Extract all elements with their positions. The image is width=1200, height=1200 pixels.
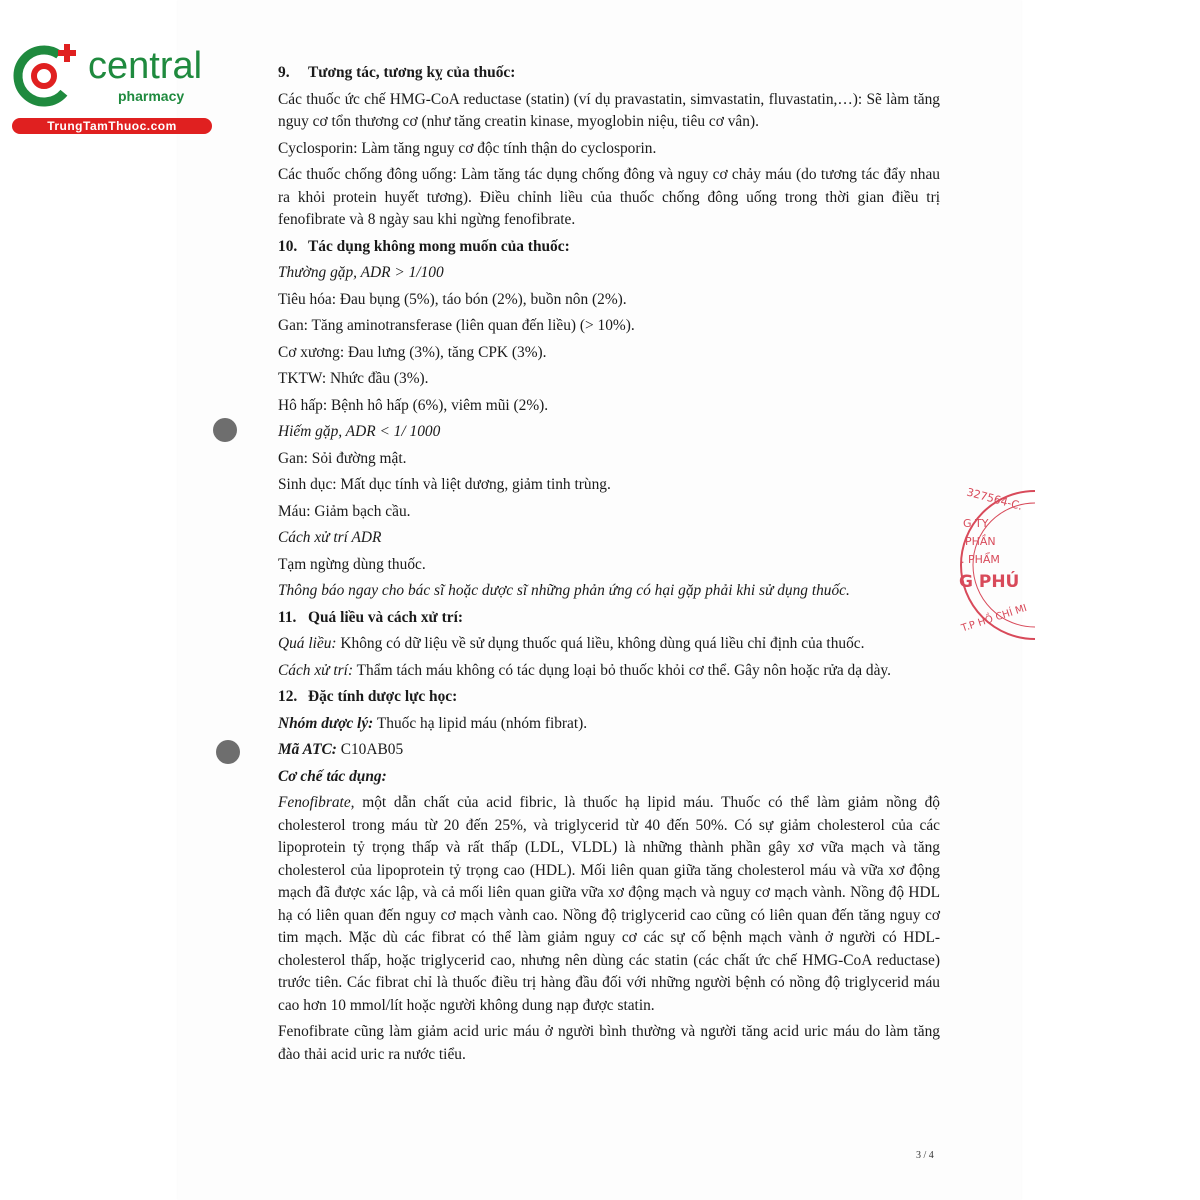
sec10-common-3: Cơ xương: Đau lưng (3%), tăng CPK (3%). xyxy=(278,343,547,361)
punch-hole-lower xyxy=(216,740,240,764)
logo-subtitle: pharmacy xyxy=(118,88,185,104)
sec9-cyclosporin: Cyclosporin: Làm tăng nguy cơ độc tính thận do cyclosporin. xyxy=(278,139,657,157)
stamp-seal-icon xyxy=(955,485,1035,645)
sec12-mechanism-heading: Cơ chế tác dụng: xyxy=(278,767,387,785)
sec10-rare-heading: Hiếm gặp, ADR < 1/ 1000 xyxy=(278,423,441,440)
stamp-text-6: T.P HỒ CHÍ MI xyxy=(960,602,1029,635)
section-11-heading: 11. Quá liều và cách xử trí: xyxy=(278,608,464,626)
company-stamp xyxy=(955,485,1035,645)
section-10-heading: 10. Tác dụng không mong muốn của thuốc: xyxy=(278,237,570,255)
central-pharmacy-logo[interactable] xyxy=(8,38,218,138)
document-body xyxy=(278,62,940,1070)
sec9-statin: Các thuốc ức chế HMG-CoA reductase (statin) (ví dụ pravastatin, simvastatin, fluvastatin,…): Sẽ làm tăng nguy cơ tổn thương cơ (như tăng creatin kinase, myoglobin niệu, tiêu cơ vân). xyxy=(278,90,940,130)
sec10-handling-2: Thông báo ngay cho bác sĩ hoặc dược sĩ những phản ứng có hại gặp phải khi sử dụng thuốc. xyxy=(278,582,850,599)
stamp-text-3: PHẦN xyxy=(965,535,996,548)
stamp-text-5: G PHÚ xyxy=(959,572,1020,592)
sec10-rare-1: Gan: Sỏi đường mật. xyxy=(278,449,407,467)
sec11-overdose: Quá liều: Không có dữ liệu về sử dụng thuốc quá liều, không dùng quá liều chỉ định của thuốc. xyxy=(278,635,865,652)
stamp-text-2: G TY xyxy=(963,517,989,530)
sec10-handling-heading: Cách xử trí ADR xyxy=(278,529,382,546)
sec10-common-5: Hô hấp: Bệnh hô hấp (6%), viêm mũi (2%). xyxy=(278,396,549,414)
sec12-mechanism-text: Fenofibrate, một dẫn chất của acid fibric, là thuốc hạ lipid máu. Thuốc có thể làm giảm nồng độ cholesterol trong máu từ 20 đến 25%, và triglycerid từ 40 đến 50%. Có sự giảm cholesterol của các lipoprotein tỷ trọng thấp và rất thấp (LDL, VLDL) là những thành phần gây xơ vữa mạch và tăng cholesterol của lipoprotein tỷ trọng cao (HDL). Mối liên quan giữa tăng cholesterol máu và vữa xơ động mạch đã được xác lập, và cả mối liên quan giữa vữa xơ động mạch và nguy cơ mạch vành. Nồng độ HDL hạ có liên quan đến nguy cơ mạch vành cao. Nồng độ triglycerid cao cũng có liên quan đến tăng nguy cơ tim mạch. Mặc dù các fibrat có thể làm giảm nguy cơ các sự cố bệnh mạch vành ở người có HDL-cholesterol thấp, hoặc triglycerid cao, nhưng nên dùng các statin (các chất ức chế HMG-CoA reductase) trước tiên. Các fibrat chỉ là thuốc điều trị hàng đầu đối với những người bệnh có nồng độ triglycerid máu cao hơn 10 mmol/lít hoặc người không dung nạp được statin. xyxy=(278,794,940,1014)
sec10-common-2: Gan: Tăng aminotransferase (liên quan đến liều) (> 10%). xyxy=(278,317,635,334)
sec10-rare-3: Máu: Giảm bạch cầu. xyxy=(278,502,411,520)
sec10-common-heading: Thường gặp, ADR > 1/100 xyxy=(278,264,444,281)
sec10-common-1: Tiêu hóa: Đau bụng (5%), táo bón (2%), buồn nôn (2%). xyxy=(278,290,627,308)
sec9-anticoagulant: Các thuốc chống đông uống: Làm tăng tác dụng chống đông và nguy cơ chảy máu (do tương tác đẩy nhau ra khỏi protein huyết tương). Điều chỉnh liều của thuốc chống đông uống trong thời gian điều trị fenofibrate và 8 ngày sau khi ngừng fenofibrate. xyxy=(278,166,940,228)
logo-mark-icon xyxy=(8,38,88,118)
sec12-atc: Mã ATC: C10AB05 xyxy=(278,741,404,758)
page-number: 3 / 4 xyxy=(916,1150,934,1161)
section-9-heading: 9. Tương tác, tương kỵ của thuốc: xyxy=(278,64,516,81)
sec12-group: Nhóm dược lý: Thuốc hạ lipid máu (nhóm fibrat). xyxy=(278,714,588,732)
punch-hole-upper xyxy=(213,418,237,442)
sec11-treatment: Cách xử trí: Thẩm tách máu không có tác dụng loại bỏ thuốc khỏi cơ thể. Gây nôn hoặc rửa dạ dày. xyxy=(278,661,891,679)
section-12-heading: 12. Đặc tính dược lực học: xyxy=(278,688,458,705)
logo-word: central xyxy=(88,45,203,87)
sec10-handling-1: Tạm ngừng dùng thuốc. xyxy=(278,555,426,573)
sec12-uric-acid: Fenofibrate cũng làm giảm acid uric máu ở người bình thường và người tăng acid uric máu do làm tăng đào thải acid uric ra nước tiểu. xyxy=(278,1023,940,1063)
stamp-text-1: 327564-C. xyxy=(965,485,1024,513)
sec10-rare-2: Sinh dục: Mất dục tính và liệt dương, giảm tinh trùng. xyxy=(278,476,611,493)
stamp-text-4: . PHẨM xyxy=(961,553,1000,566)
sec10-common-4: TKTW: Nhức đầu (3%). xyxy=(278,370,429,387)
logo-website-band: TrungTamThuoc.com xyxy=(12,118,212,134)
